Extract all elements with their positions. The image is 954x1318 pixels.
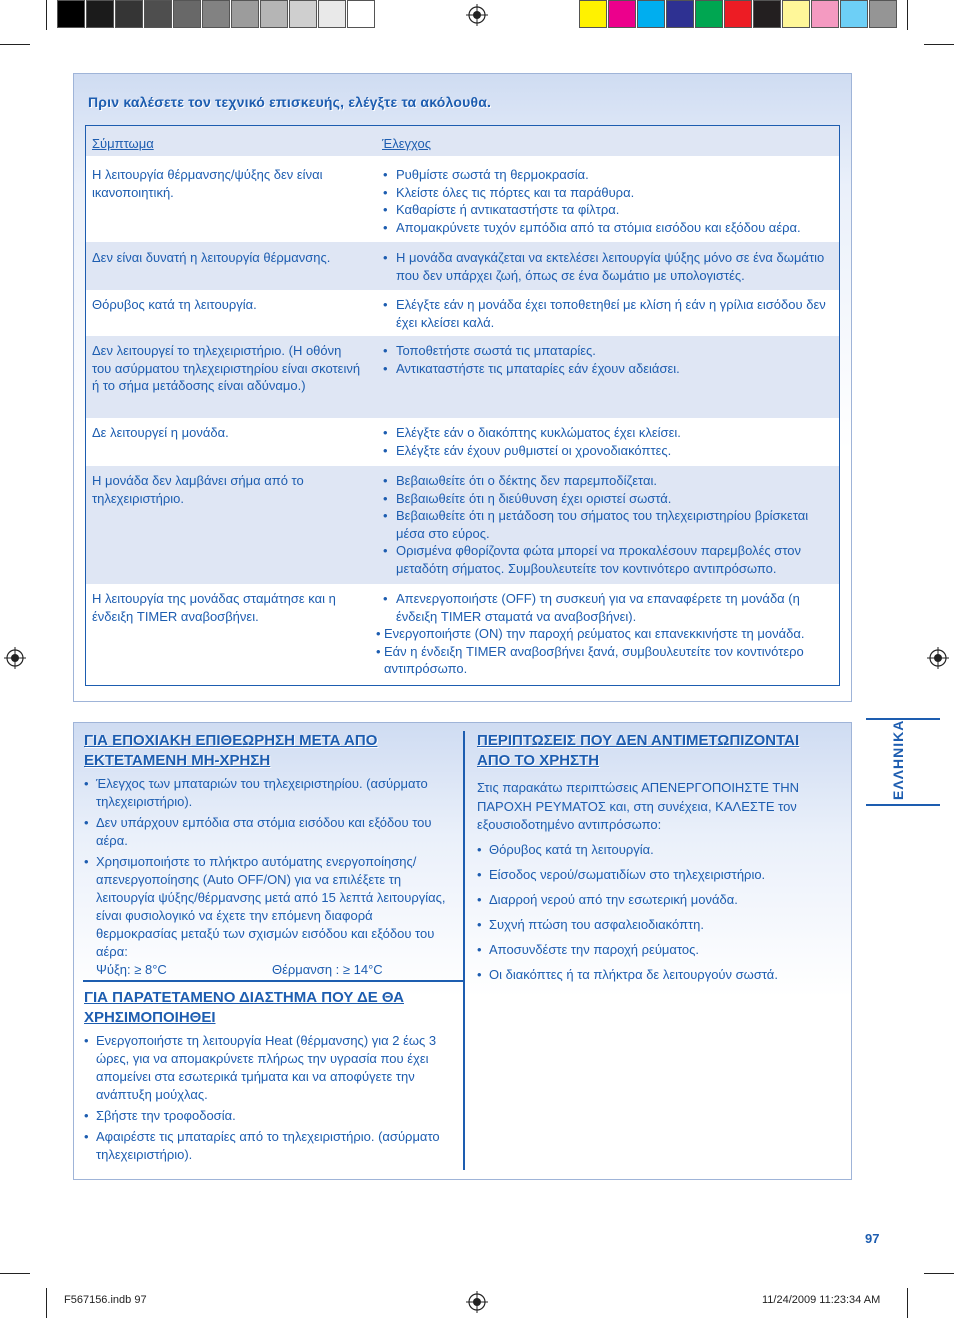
- page-number: 97: [865, 1231, 880, 1246]
- footer-timestamp: 11/24/2009 11:23:34 AM: [762, 1294, 881, 1306]
- color-swatch: [869, 0, 897, 28]
- check-item: • Κλείστε όλες τις πόρτες και τα παράθυρα.: [382, 184, 832, 202]
- check-list: [382, 342, 832, 377]
- table-row: [86, 290, 839, 336]
- symptom-text: Θόρυβος κατά τη λειτουργία.: [92, 297, 257, 312]
- color-swatch: [173, 0, 201, 28]
- crop-mark: [907, 1288, 908, 1318]
- list-item: • Αποσυνδέστε την παροχή ρεύματος.: [477, 941, 827, 959]
- registration-mark-icon: [466, 4, 488, 26]
- color-swatch-strip: [579, 0, 898, 30]
- symptom-text: Η λειτουργία θέρμανσης/ψύξης δεν είναι ικανοποιητική.: [92, 167, 323, 200]
- color-swatch: [753, 0, 781, 28]
- check-list: [382, 424, 832, 459]
- list-item: • Οι διακόπτες ή τα πλήκτρα δε λειτουργούν σωστά.: [477, 966, 827, 984]
- nonuser-list: [477, 841, 827, 991]
- check-list: [382, 472, 832, 577]
- gray-swatch-strip: [57, 0, 376, 30]
- registration-mark-icon: [4, 647, 26, 669]
- color-swatch: [115, 0, 143, 28]
- table-row: [86, 466, 839, 584]
- crop-mark: [0, 44, 30, 45]
- symptom-text: Δε λειτουργεί η μονάδα.: [92, 425, 229, 440]
- check-item: • Εάν η ένδειξη TIMER αναβοσβήνει ξανά, συμβουλευτείτε τον κοντινότερο αντιπρόσωπο.: [376, 643, 826, 678]
- table-row: [86, 336, 839, 418]
- check-item: • Βεβαιωθείτε ότι η διεύθυνση έχει οριστεί σωστά.: [382, 490, 832, 508]
- troubleshooting-table: [85, 125, 840, 686]
- check-item: • Απενεργοποιήστε (OFF) τη συσκευή για να επαναφέρετε τη μονάδα (η ένδειξη TIMER σταματά να αναβοσβήνει).: [382, 590, 832, 625]
- longterm-list: [84, 1032, 446, 1167]
- check-list: [382, 166, 832, 236]
- table-row: [86, 156, 839, 242]
- check-item: • Ρυθμίστε σωστά τη θερμοκρασία.: [382, 166, 832, 184]
- color-swatch: [86, 0, 114, 28]
- panel-title: Πριν καλέσετε τον τεχνικό επισκευής, ελέγξτε τα ακόλουθα.: [88, 94, 492, 110]
- color-swatch: [608, 0, 636, 28]
- check-item: • Ορισμένα φθορίζοντα φώτα μπορεί να προκαλέσουν παρεμβολές στον μεταδότη σήματος. Συμβουλευτείτε τον κοντινότερο αντιπρόσωπο.: [382, 542, 832, 577]
- nonuser-intro: Στις παρακάτω περιπτώσεις ΑΠΕΝΕΡΓΟΠΟΙΗΣΤΕ ΤΗΝ ΠΑΡΟΧΗ ΡΕΥΜΑΤΟΣ και, στη συνέχεια, ΚΑΛΕΣΤΕ τον εξουσιοδοτημένο αντιπρόσωπο:: [477, 780, 800, 832]
- crop-mark: [924, 1273, 954, 1274]
- symptom-text: Δεν λειτουργεί το τηλεχειριστήριο. (Η οθόνη του ασύρματου τηλεχειριστηρίου είναι σκοτεινή ή το σήμα μετάδοσης είναι αδύναμο.): [92, 343, 361, 393]
- seasonal-list: [84, 775, 456, 982]
- check-item: • Καθαρίστε ή αντικαταστήστε τα φίλτρα.: [382, 201, 832, 219]
- column-header-check: Έλεγχος: [382, 136, 431, 151]
- list-item: • Δεν υπάρχουν εμπόδια στα στόμια εισόδου και εξόδου του αέρα.: [84, 814, 456, 850]
- language-label: ΕΛΛΗΝΙΚΑ: [890, 719, 906, 800]
- seasonal-heading: ΓΙΑ ΕΠΟΧΙΑΚΗ ΕΠΙΘΕΩΡΗΣΗ ΜΕΤΑ ΑΠΟ ΕΚΤΕΤΑΜΕΝΗ ΜΗ-ΧΡΗΣΗ: [84, 732, 378, 769]
- check-item: • Αντικαταστήστε τις μπαταρίες εάν έχουν αδειάσει.: [382, 360, 832, 378]
- check-item: • Βεβαιωθείτε ότι ο δέκτης δεν παρεμποδίζεται.: [382, 472, 832, 490]
- longterm-heading: ΓΙΑ ΠΑΡΑΤΕΤΑΜΕΝΟ ΔΙΑΣΤΗΜΑ ΠΟΥ ΔΕ ΘΑ ΧΡΗΣΙΜΟΠΟΙΗΘΕΙ: [84, 989, 405, 1026]
- symptom-text: Η λειτουργία της μονάδας σταμάτησε και η ένδειξη TIMER αναβοσβήνει.: [92, 591, 336, 624]
- crop-mark: [46, 0, 47, 30]
- cooling-diff: Ψύξη: ≥ 8°C: [96, 962, 167, 977]
- table-row: [86, 584, 839, 685]
- color-swatch: [144, 0, 172, 28]
- check-item: • Ελέγξτε εάν έχουν ρυθμιστεί οι χρονοδιακόπτες.: [382, 442, 832, 460]
- crop-mark: [907, 0, 908, 30]
- color-swatch: [231, 0, 259, 28]
- check-item: • Η μονάδα αναγκάζεται να εκτελέσει λειτουργία ψύξης μόνο σε ένα δωμάτιο που δεν υπάρχει ζωή, όπως σε ένα δωμάτιο με υπολογιστές.: [382, 249, 832, 284]
- color-swatch: [318, 0, 346, 28]
- list-item-text: Χρησιμοποιήστε το πλήκτρο αυτόματης ενεργοποίησης/απενεργοποίησης (Auto OFF/ON) για να επιλέξετε τη λειτουργία ψύξης/θέρμανσης μετά από 15 λεπτά λειτουργίας, είναι φυσιολογικό να έχετε την επόμενη διαφορά θερμοκρασίας μεταξύ των σχισμών εισόδου και εξόδου του αέρα:: [96, 854, 446, 959]
- color-swatch: [637, 0, 665, 28]
- list-item: • Σβήστε την τροφοδοσία.: [84, 1107, 446, 1125]
- color-swatch: [202, 0, 230, 28]
- color-swatch: [782, 0, 810, 28]
- list-item: • Είσοδος νερού/σωματιδίων στο τηλεχειριστήριο.: [477, 866, 827, 884]
- symptom-text: Η μονάδα δεν λαμβάνει σήμα από το τηλεχειριστήριο.: [92, 473, 304, 506]
- list-item: • Ενεργοποιήστε τη λειτουργία Heat (θέρμανσης) για 2 έως 3 ώρες, για να απομακρύνετε πλήρως την υγρασία που έχει απομείνει στα εσωτερικά τμήματα και να αποφύγετε την ανάπτυξη μούχλας.: [84, 1032, 446, 1104]
- crop-mark: [924, 44, 954, 45]
- color-swatch: [724, 0, 752, 28]
- crop-mark: [0, 1273, 30, 1274]
- symptom-text: Δεν είναι δυνατή η λειτουργία θέρμανσης.: [92, 250, 331, 265]
- column-header-symptom: Σύμπτωμα: [92, 136, 154, 151]
- check-item: • Απομακρύνετε τυχόν εμπόδια από τα στόμια εισόδου και εξόδου αέρα.: [382, 219, 832, 237]
- check-item: • Βεβαιωθείτε ότι η μετάδοση του σήματος του τηλεχειριστηρίου βρίσκεται μέσα στο εύρος.: [382, 507, 832, 542]
- color-swatch: [811, 0, 839, 28]
- check-list: [382, 590, 832, 678]
- check-item: • Ελέγξτε εάν ο διακόπτης κυκλώματος έχει κλείσει.: [382, 424, 832, 442]
- list-item: • Αφαιρέστε τις μπαταρίες από το τηλεχειριστήριο. (ασύρματο τηλεχειριστήριο).: [84, 1128, 446, 1164]
- table-header: [86, 126, 839, 156]
- color-swatch: [260, 0, 288, 28]
- check-item: • Ελέγξτε εάν η μονάδα έχει τοποθετηθεί με κλίση ή εάν η γρίλια εισόδου δεν έχει κλείσει καλά.: [382, 296, 832, 331]
- heating-diff: Θέρμανση : ≥ 14°C: [272, 962, 383, 977]
- list-item: • Έλεγχος των μπαταριών του τηλεχειριστηρίου. (ασύρματο τηλεχειριστήριο).: [84, 775, 456, 811]
- color-swatch: [695, 0, 723, 28]
- nonuser-heading: ΠΕΡΙΠΤΩΣΕΙΣ ΠΟΥ ΔΕΝ ΑΝΤΙΜΕΤΩΠΙΖΟΝΤΑΙ ΑΠΟ ΤΟ ΧΡΗΣΤΗ: [477, 732, 800, 769]
- footer-file: F567156.indb 97: [64, 1294, 147, 1306]
- color-swatch: [289, 0, 317, 28]
- table-row: [86, 242, 839, 290]
- list-item: • Διαρροή νερού από την εσωτερική μονάδα.: [477, 891, 827, 909]
- check-list: [382, 249, 832, 284]
- language-tab: [866, 718, 940, 806]
- color-swatch: [840, 0, 868, 28]
- registration-mark-icon: [927, 647, 949, 669]
- color-swatch: [347, 0, 375, 28]
- color-swatch: [57, 0, 85, 28]
- list-item: • Συχνή πτώση του ασφαλειοδιακόπτη.: [477, 916, 827, 934]
- list-item: [84, 853, 456, 979]
- check-list: [382, 296, 832, 331]
- registration-mark-icon: [466, 1291, 488, 1313]
- list-item: • Θόρυβος κατά τη λειτουργία.: [477, 841, 827, 859]
- check-item: • Ενεργοποιήστε (ON) την παροχή ρεύματος και επανεκκινήστε τη μονάδα.: [376, 625, 826, 643]
- crop-mark: [46, 1288, 47, 1318]
- check-item: • Τοποθετήστε σωστά τις μπαταρίες.: [382, 342, 832, 360]
- table-row: [86, 418, 839, 466]
- color-swatch: [666, 0, 694, 28]
- color-swatch: [579, 0, 607, 28]
- column-divider: [463, 731, 465, 1170]
